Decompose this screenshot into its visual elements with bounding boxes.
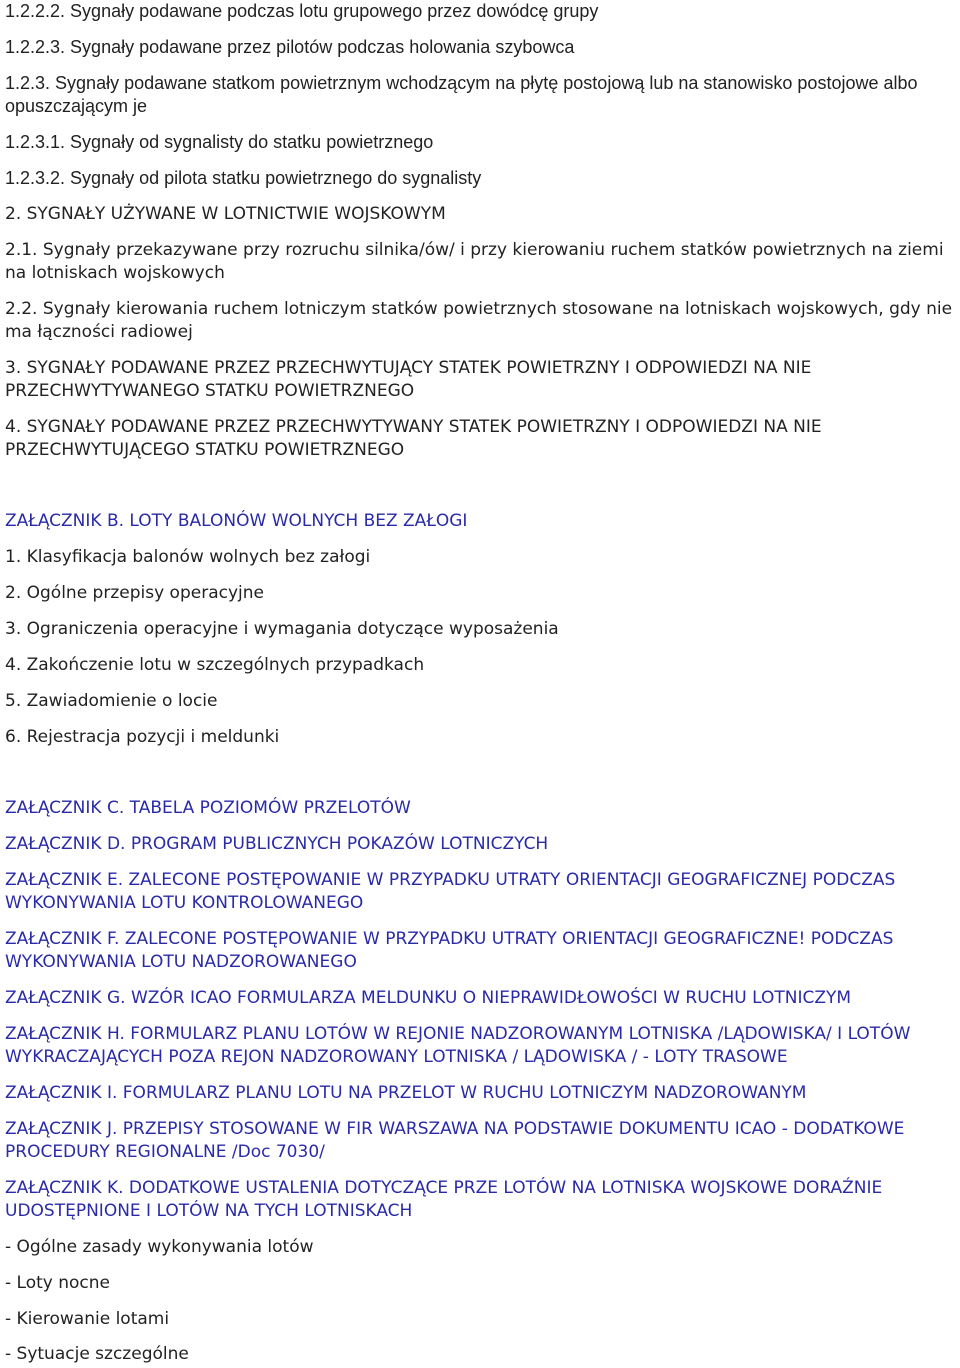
toc-entry-1-2-3: 1.2.3. Sygnały podawane statkom powietrznym wchodzącym na płytę postojową lub na stanowisko postojowe albo opuszczającym je [5, 73, 918, 116]
toc-entry-1-2-2-3: 1.2.2.3. Sygnały podawane przez pilotów podczas holowania szybowca [5, 37, 575, 57]
annex-k-item-special: - Sytuacje szczególne [5, 1344, 189, 1364]
toc-section-3: 3. SYGNAŁY PODAWANE PRZEZ PRZECHWYTUJĄCY STATEK POWIETRZNY I ODPOWIEDZI NA NIE PRZECHWYTYWANEGO STATKU POWIETRZNEGO [5, 358, 812, 401]
toc-entry-1-2-3-1: 1.2.3.1. Sygnały od sygnalisty do statku powietrznego [5, 132, 434, 152]
annex-b-item-5: 5. Zawiadomienie o locie [5, 691, 218, 711]
annex-b-link[interactable]: ZAŁĄCZNIK B. LOTY BALONÓW WOLNYCH BEZ ZAŁOGI [5, 511, 468, 531]
toc-entry-2-2: 2.2. Sygnały kierowania ruchem lotniczym statków powietrznych stosowane na lotniskach wojskowych, gdy nie ma łączności radiowej [5, 299, 953, 342]
annex-d-link[interactable]: ZAŁĄCZNIK D. PROGRAM PUBLICZNYCH POKAZÓW LOTNICZYCH [5, 834, 549, 854]
annex-k-item-night: - Loty nocne [5, 1273, 110, 1293]
annex-g-link[interactable]: ZAŁĄCZNIK G. WZÓR ICAO FORMULARZA MELDUNKU O NIEPRAWIDŁOWOŚCI W RUCHU LOTNICZYM [5, 988, 852, 1008]
annex-j-link[interactable]: ZAŁĄCZNIK J. PRZEPISY STOSOWANE W FIR WARSZAWA NA PODSTAWIE DOKUMENTU ICAO - DODATKOWE PROCEDURY REGIONALNE /Doc 7030/ [5, 1119, 905, 1162]
toc-entry-1-2-2-2: 1.2.2.2. Sygnały podawane podczas lotu grupowego przez dowódcę grupy [5, 1, 599, 21]
annex-b-item-6: 6. Rejestracja pozycji i meldunki [5, 727, 280, 747]
toc-entry-2-1: 2.1. Sygnały przekazywane przy rozruchu silnika/ów/ i przy kierowaniu ruchem statków powietrznych na ziemi na lotniskach wojskowych [5, 240, 944, 283]
annex-f-link[interactable]: ZAŁĄCZNIK F. ZALECONE POSTĘPOWANIE W PRZYPADKU UTRATY ORIENTACJI GEOGRAFICZNE! PODCZAS WYKONYWANIA LOTU NADZOROWANEGO [5, 929, 894, 972]
annex-k-link[interactable]: ZAŁĄCZNIK K. DODATKOWE USTALENIA DOTYCZĄCE PRZE LOTÓW NA LOTNISKA WOJSKOWE DORAŹNIE UDOSTĘPNIONE I LOTÓW NA TYCH LOTNISKACH [5, 1178, 883, 1221]
toc-entry-1-2-3-2: 1.2.3.2. Sygnały od pilota statku powietrznego do sygnalisty [5, 168, 482, 188]
annex-b-item-3: 3. Ograniczenia operacyjne i wymagania dotyczące wyposażenia [5, 619, 559, 639]
annex-b-item-1: 1. Klasyfikacja balonów wolnych bez załogi [5, 547, 371, 567]
annex-e-link[interactable]: ZAŁĄCZNIK E. ZALECONE POSTĘPOWANIE W PRZYPADKU UTRATY ORIENTACJI GEOGRAFICZNEJ PODCZAS WYKONYWANIA LOTU KONTROLOWANEGO [5, 870, 896, 913]
toc-section-2: 2. SYGNAŁY UŻYWANE W LOTNICTWIE WOJSKOWYM [5, 204, 446, 224]
annex-k-item-control: - Kierowanie lotami [5, 1309, 170, 1329]
toc-section-4: 4. SYGNAŁY PODAWANE PRZEZ PRZECHWYTYWANY STATEK POWIETRZNY I ODPOWIEDZI NA NIE PRZECHWYTUJĄCEGO STATKU POWIETRZNEGO [5, 417, 822, 460]
annex-c-link[interactable]: ZAŁĄCZNIK C. TABELA POZIOMÓW PRZELOTÓW [5, 798, 411, 818]
annex-h-link[interactable]: ZAŁĄCZNIK H. FORMULARZ PLANU LOTÓW W REJONIE NADZOROWANYM LOTNISKA /LĄDOWISKA/ I LOTÓW WYKRACZAJĄCYCH POZA REJON NADZOROWANY LOTNISKA / LĄDOWISKA / - LOTY TRASOWE [5, 1024, 911, 1067]
annex-b-item-4: 4. Zakończenie lotu w szczególnych przypadkach [5, 655, 425, 675]
annex-i-link[interactable]: ZAŁĄCZNIK I. FORMULARZ PLANU LOTU NA PRZELOT W RUCHU LOTNICZYM NADZOROWANYM [5, 1083, 807, 1103]
annex-b-item-2: 2. Ogólne przepisy operacyjne [5, 583, 264, 603]
annex-k-item-general: - Ogólne zasady wykonywania lotów [5, 1237, 314, 1257]
